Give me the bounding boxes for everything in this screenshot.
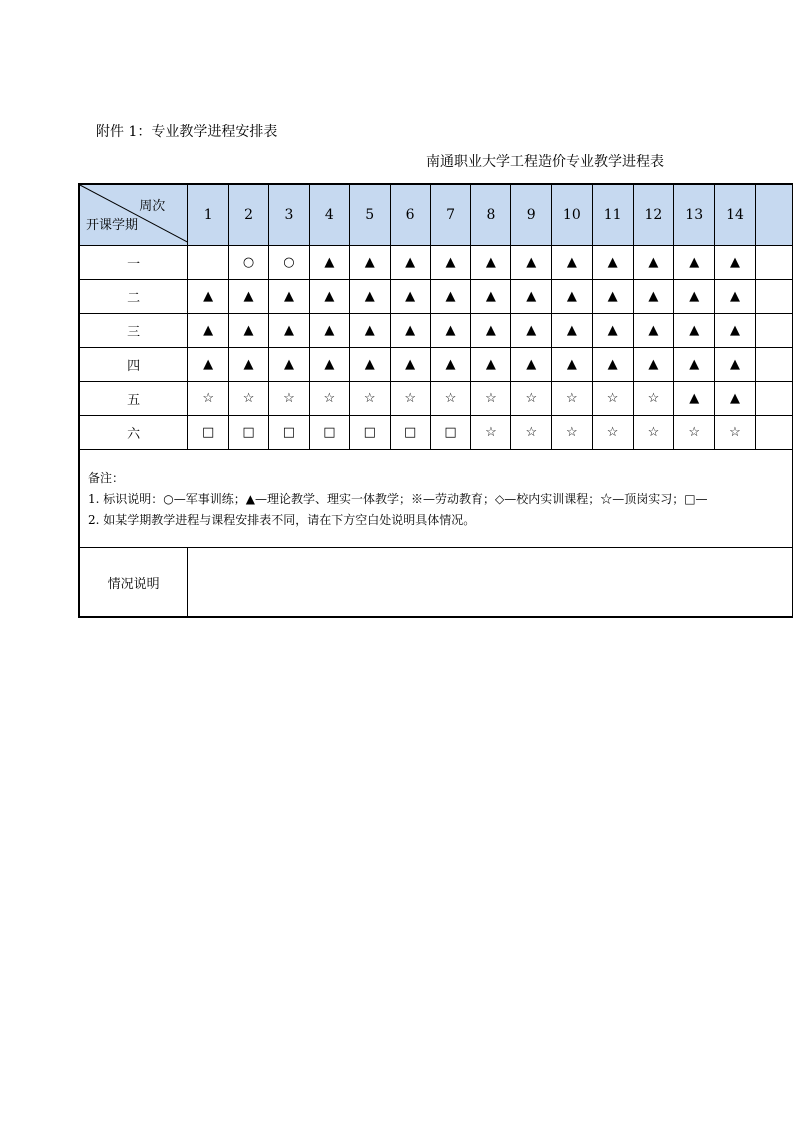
schedule-cell: □ <box>309 416 349 450</box>
schedule-cell: □ <box>430 416 471 450</box>
situation-label: 情况说明 <box>79 548 188 618</box>
schedule-cell: ▲ <box>430 348 471 382</box>
schedule-cell: ▲ <box>390 280 430 314</box>
schedule-cell: ▲ <box>511 246 552 280</box>
schedule-cell: ▲ <box>269 314 310 348</box>
schedule-cell: ▲ <box>309 348 349 382</box>
schedule-cell: ☆ <box>633 416 673 450</box>
semester-row <box>79 246 793 280</box>
schedule-cell: ▲ <box>715 246 755 280</box>
attachment-title: 附件 1：专业教学进程安排表 <box>96 124 278 140</box>
semester-label: 六 <box>79 416 188 450</box>
schedule-cell: ▲ <box>592 348 633 382</box>
semester-axis-label: 开课学期 <box>86 218 139 233</box>
schedule-cell: ☆ <box>471 382 511 416</box>
schedule-cell: ▲ <box>390 314 430 348</box>
schedule-cell: ▲ <box>471 246 511 280</box>
week-header-overflow <box>755 184 792 246</box>
schedule-cell: □ <box>269 416 310 450</box>
schedule-cell: ☆ <box>269 382 310 416</box>
schedule-cell: ☆ <box>511 382 552 416</box>
schedule-cell: ▲ <box>633 246 673 280</box>
week-header: 11 <box>592 184 633 246</box>
schedule-cell: ▲ <box>674 348 715 382</box>
teaching-schedule-table <box>78 183 793 618</box>
schedule-cell: ▲ <box>674 314 715 348</box>
schedule-cell: ☆ <box>715 416 755 450</box>
schedule-cell: ▲ <box>552 314 592 348</box>
situation-row <box>79 548 793 618</box>
schedule-cell: ▲ <box>309 314 349 348</box>
week-header: 14 <box>715 184 755 246</box>
semester-row <box>79 382 793 416</box>
schedule-cell: ▲ <box>633 280 673 314</box>
schedule-cell: ▲ <box>188 348 229 382</box>
schedule-cell: ▲ <box>229 280 269 314</box>
schedule-cell: ▲ <box>552 348 592 382</box>
notes-heading: 备注： <box>88 471 125 485</box>
schedule-cell: ☆ <box>592 382 633 416</box>
schedule-cell: ▲ <box>471 348 511 382</box>
schedule-cell: □ <box>390 416 430 450</box>
schedule-cell: ▲ <box>349 280 390 314</box>
week-header: 9 <box>511 184 552 246</box>
schedule-cell: ▲ <box>390 246 430 280</box>
schedule-cell: ▲ <box>430 314 471 348</box>
week-header: 6 <box>390 184 430 246</box>
schedule-cell: ☆ <box>390 382 430 416</box>
week-header: 3 <box>269 184 310 246</box>
schedule-cell: ▲ <box>592 246 633 280</box>
schedule-cell: □ <box>188 416 229 450</box>
schedule-cell: ▲ <box>349 348 390 382</box>
week-header: 7 <box>430 184 471 246</box>
schedule-cell: ▲ <box>633 348 673 382</box>
week-axis-label: 周次 <box>139 199 166 214</box>
schedule-cell: □ <box>229 416 269 450</box>
schedule-cell: ▲ <box>390 348 430 382</box>
schedule-cell: ☆ <box>349 382 390 416</box>
semester-row <box>79 416 793 450</box>
schedule-cell: ▲ <box>633 314 673 348</box>
schedule-cell: ▲ <box>552 246 592 280</box>
schedule-cell: ☆ <box>674 416 715 450</box>
table-title: 南通职业大学工程造价专业教学进程表 <box>426 154 664 170</box>
schedule-cell: ☆ <box>552 382 592 416</box>
schedule-cell: ▲ <box>229 348 269 382</box>
schedule-cell: ▲ <box>229 314 269 348</box>
schedule-cell: ▲ <box>349 314 390 348</box>
schedule-cell: ▲ <box>269 280 310 314</box>
schedule-cell: ☆ <box>309 382 349 416</box>
schedule-cell: ▲ <box>188 314 229 348</box>
corner-header-cell <box>79 184 188 246</box>
schedule-cell-overflow <box>755 348 792 382</box>
schedule-cell: ▲ <box>349 246 390 280</box>
schedule-cell-overflow <box>755 416 792 450</box>
schedule-cell: ☆ <box>471 416 511 450</box>
schedule-cell: ▲ <box>715 280 755 314</box>
semester-row <box>79 314 793 348</box>
schedule-cell: ▲ <box>430 246 471 280</box>
week-header: 10 <box>552 184 592 246</box>
schedule-cell: ☆ <box>188 382 229 416</box>
semester-row <box>79 348 793 382</box>
notes-cell <box>79 450 793 548</box>
week-header: 13 <box>674 184 715 246</box>
schedule-cell: ▲ <box>592 280 633 314</box>
schedule-cell-overflow <box>755 246 792 280</box>
schedule-cell: ▲ <box>430 280 471 314</box>
schedule-cell: ○ <box>269 246 310 280</box>
schedule-cell: ▲ <box>552 280 592 314</box>
schedule-cell: ▲ <box>715 314 755 348</box>
notes-line-1: 1. 标识说明：○—军事训练；▲—理论教学、理实一体教学；※—劳动教育；◇—校内实训课程；☆—顶岗实习；□— <box>88 492 708 506</box>
week-header: 5 <box>349 184 390 246</box>
semester-label: 五 <box>79 382 188 416</box>
situation-content[interactable] <box>188 548 793 618</box>
notes-row <box>79 450 793 548</box>
schedule-cell: ▲ <box>471 280 511 314</box>
week-header: 8 <box>471 184 511 246</box>
schedule-cell: ▲ <box>269 348 310 382</box>
schedule-cell: ☆ <box>552 416 592 450</box>
schedule-cell: ☆ <box>592 416 633 450</box>
schedule-cell: ▲ <box>674 246 715 280</box>
semester-row <box>79 280 793 314</box>
schedule-cell: ▲ <box>674 280 715 314</box>
header-row <box>79 184 793 246</box>
schedule-cell: ☆ <box>511 416 552 450</box>
schedule-cell: □ <box>349 416 390 450</box>
semester-label: 二 <box>79 280 188 314</box>
schedule-cell: ▲ <box>471 314 511 348</box>
week-header: 2 <box>229 184 269 246</box>
schedule-cell: ▲ <box>511 280 552 314</box>
schedule-cell: ☆ <box>229 382 269 416</box>
week-header: 4 <box>309 184 349 246</box>
schedule-cell-overflow <box>755 314 792 348</box>
notes-line-2: 2. 如某学期教学进程与课程安排表不同，请在下方空白处说明具体情况。 <box>88 513 476 527</box>
semester-label: 四 <box>79 348 188 382</box>
semester-label: 一 <box>79 246 188 280</box>
schedule-cell: ☆ <box>430 382 471 416</box>
schedule-cell: ▲ <box>674 382 715 416</box>
week-header: 1 <box>188 184 229 246</box>
schedule-cell-overflow <box>755 382 792 416</box>
schedule-cell: ▲ <box>511 348 552 382</box>
week-header: 12 <box>633 184 673 246</box>
schedule-cell: ○ <box>229 246 269 280</box>
schedule-cell: ☆ <box>633 382 673 416</box>
schedule-cell: ▲ <box>309 246 349 280</box>
schedule-cell: ▲ <box>188 280 229 314</box>
schedule-cell: ▲ <box>592 314 633 348</box>
schedule-cell: ▲ <box>309 280 349 314</box>
semester-label: 三 <box>79 314 188 348</box>
schedule-cell: ▲ <box>511 314 552 348</box>
schedule-cell: ▲ <box>715 348 755 382</box>
schedule-cell <box>188 246 229 280</box>
schedule-cell-overflow <box>755 280 792 314</box>
schedule-cell: ▲ <box>715 382 755 416</box>
